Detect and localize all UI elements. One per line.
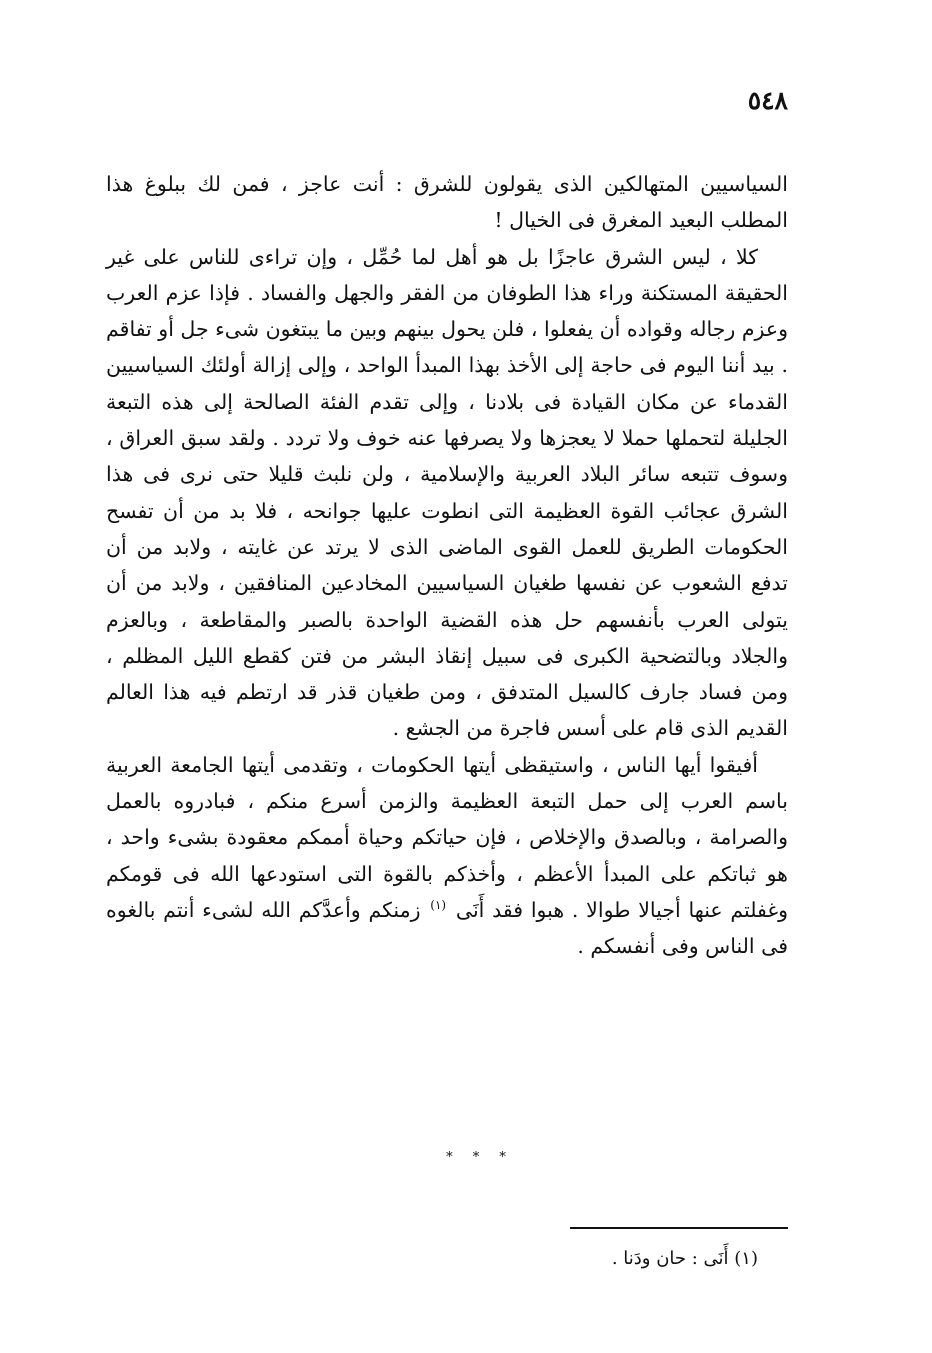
footnote-reference[interactable]: (١): [430, 898, 447, 913]
paragraph: كلا ، ليس الشرق عاجزًا بل هو أهل لما حُمِّل ، وإن تراءى للناس على غير الحقيقة المستكنة وراء هذا الطوفان من الفقر والجهل والفساد . فإذا عزم العرب وعزم رجاله وقواده أن يفعلوا ، فلن يحول بينهم وبين ما يبتغون شىء جل أو تفاقم . بيد أننا اليوم فى حاجة إلى الأخذ بهذا المبدأ الواحد ، وإلى إزالة أولئك السياسيين القدماء عن مكان القيادة فى بلادنا ، وإلى تقدم الفئة الصالحة إلى هذه التبعة الجليلة لتحملها حملا لا يعجزها ولا يصرفها عنه خوف ولا تردد . ولقد سبق العراق ، وسوف تتبعه سائر البلاد العربية والإسلامية ، ولن نلبث قليلا حتى نرى فى هذا الشرق عجائب القوة العظيمة التى انطوت عليها جوانحه ، فلا بد من أن تفسح الحكومات الطريق للعمل القوى الماضى الذى لا يرتد عن غايته ، ولابد من أن تدفع الشعوب عن نفسها طغيان السياسيين المخادعين المنافقين ، ولابد من أن يتولى العرب بأنفسهم حل هذه القضية الواحدة بالصبر والمقاطعة ، وبالعزم والجلاد وبالتضحية الكبرى فى سبيل إنقاذ البشر من فتن كقطع الليل المظلم ، ومن فساد جارف كالسيل المتدفق ، ومن طغيان قذر قد ارتطم فيه هذا العالم القديم الذى قام على أسس فاجرة من الجشع .: [106, 244, 788, 741]
paragraph-text-before-ref: أفيقوا أيها الناس ، واستيقظى أيتها الحكومات ، وتقدمى أيتها الجامعة العربية باسم العرب إلى حمل التبعة العظيمة والزمن أسرع منكم ، فبادروه بالعمل والصرامة ، وبالصدق والإخلاص ، فإن حياتكم وحياة أممكم معقودة بشىء واحد ، هو ثباتكم على المبدأ الأعظم ، وأخذكم بالقوة التى استودعها الله فى قومكم وغفلتم عنها أجيالا طوالا . هبوا فقد أَنَى: [106, 752, 788, 922]
paragraph-text-after-ref: زمنكم وأعدَّكم الله لشىء أنتم بالغوه فى الناس وفى أنفسكم .: [106, 897, 788, 959]
paragraph-final: [106, 747, 788, 965]
section-separator: * * *: [446, 1150, 514, 1165]
footnote: (١) أَنَى : حان ودَنا .: [611, 1248, 758, 1269]
page-number: ٥٤٨: [747, 86, 788, 115]
body-text: [106, 166, 788, 965]
paragraph-continuation: السياسيين المتهالكين الذى يقولون للشرق : أنت عاجز ، فمن لك ببلوغ هذا المطلب البعيد المغرق فى الخيال !: [106, 172, 788, 233]
footnote-divider: [570, 1227, 788, 1229]
